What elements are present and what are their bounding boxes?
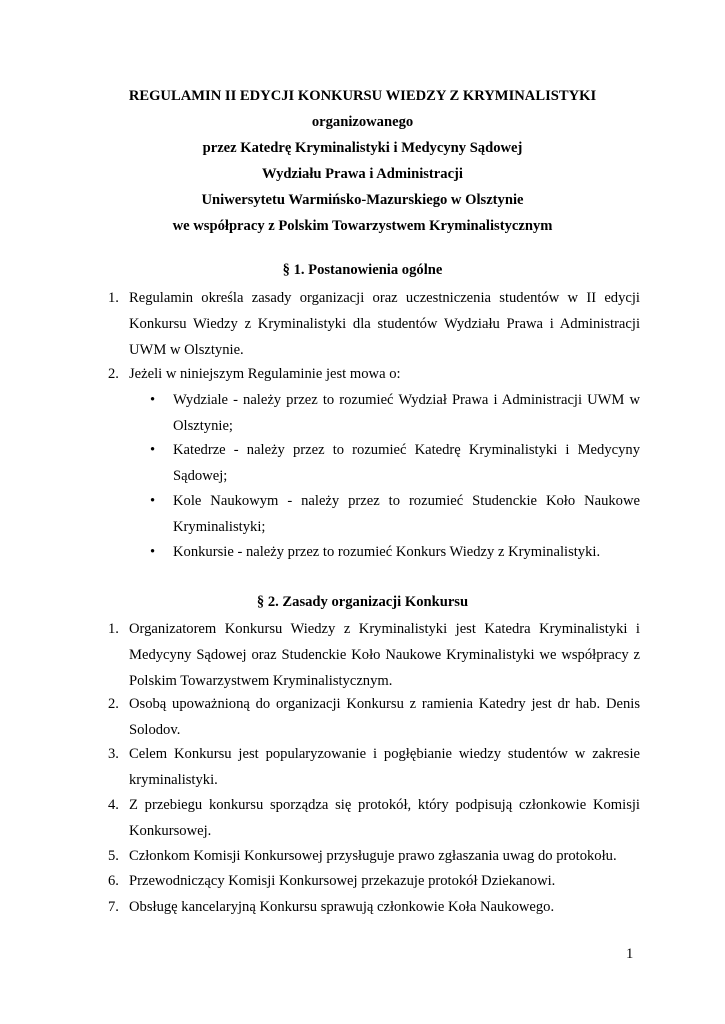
item-text-line: Jeżeli w niniejszym Regulaminie jest mowa o: (129, 366, 401, 382)
item-text-line: Organizatorem Konkursu Wiedzy z Kryminalistyki jest Katedra Kryminalistyki i (129, 621, 640, 637)
item-number: 1. (108, 621, 119, 637)
item-text-line: Osobą upoważnioną do organizacji Konkursu z ramienia Katedry jest dr hab. Denis (129, 696, 640, 712)
title-line: przez Katedrę Kryminalistyki i Medycyny Sądowej (202, 140, 523, 156)
item-number: 3. (108, 746, 119, 762)
item-number: 4. (108, 797, 119, 813)
bullet-icon: • (150, 442, 156, 458)
bullet-icon: • (150, 544, 156, 560)
page-number: 1 (626, 946, 634, 962)
bullet-text-line: Katedrze - należy przez to rozumieć Katedrę Kryminalistyki i Medycyny (173, 442, 640, 458)
item-text-line: Przewodniczący Komisji Konkursowej przekazuje protokół Dziekanowi. (129, 873, 556, 889)
title-line: we współpracy z Polskim Towarzystwem Kryminalistycznym (172, 218, 553, 234)
section-2-heading: § 2. Zasady organizacji Konkursu (256, 594, 469, 610)
item-number: 2. (108, 366, 119, 382)
item-number: 2. (108, 696, 119, 712)
title-line: Uniwersytetu Warmińsko-Mazurskiego w Olsztynie (201, 192, 524, 208)
bullet-icon: • (150, 392, 156, 408)
title-line: organizowanego (311, 114, 414, 130)
item-text-line: Solodov. (129, 722, 181, 738)
item-number: 7. (108, 899, 119, 915)
document-title-block (0, 83, 725, 239)
item-text-line: Członkom Komisji Konkursowej przysługuje prawo zgłaszania uwag do protokołu. (129, 848, 617, 864)
item-number: 6. (108, 873, 119, 889)
item-text-line: UWM w Olsztynie. (129, 342, 244, 358)
item-number: 1. (108, 290, 119, 306)
bullet-text-line: Kryminalistyki; (173, 519, 266, 535)
bullet-text-line: Konkursie - należy przez to rozumieć Konkurs Wiedzy z Kryminalistyki. (173, 544, 601, 560)
item-number: 5. (108, 848, 119, 864)
section-1-heading: § 1. Postanowienia ogólne (282, 262, 443, 278)
bullet-icon: • (150, 493, 156, 509)
item-text-line: Konkursu Wiedzy z Kryminalistyki dla studentów Wydziału Prawa i Administracji (129, 316, 640, 332)
item-text-line: Konkursowej. (129, 823, 212, 839)
item-text-line: Obsługę kancelaryjną Konkursu sprawują członkowie Koła Naukowego. (129, 899, 555, 915)
title-line: REGULAMIN II EDYCJI KONKURSU WIEDZY Z KRYMINALISTYKI (128, 88, 597, 104)
bullet-text-line: Wydziale - należy przez to rozumieć Wydział Prawa i Administracji UWM w (173, 392, 640, 408)
bullet-text-line: Kole Naukowym - należy przez to rozumieć Studenckie Koło Naukowe (173, 493, 640, 509)
item-text-line: Medycyny Sądowej oraz Studenckie Koło Naukowe Kryminalistyki we współpracy z (129, 647, 640, 663)
item-text-line: Celem Konkursu jest popularyzowanie i pogłębianie wiedzy studentów w zakresie (129, 746, 640, 762)
item-text-line: kryminalistyki. (129, 772, 218, 788)
title-line: Wydziału Prawa i Administracji (262, 166, 463, 182)
item-text-line: Regulamin określa zasady organizacji oraz uczestniczenia studentów w II edycji (129, 290, 640, 306)
item-text-line: Z przebiegu konkursu sporządza się protokół, który podpisują członkowie Komisji (129, 797, 640, 813)
item-text-line: Polskim Towarzystwem Kryminalistycznym. (129, 673, 393, 689)
bullet-text-line: Olsztynie; (173, 418, 233, 434)
bullet-text-line: Sądowej; (173, 468, 228, 484)
